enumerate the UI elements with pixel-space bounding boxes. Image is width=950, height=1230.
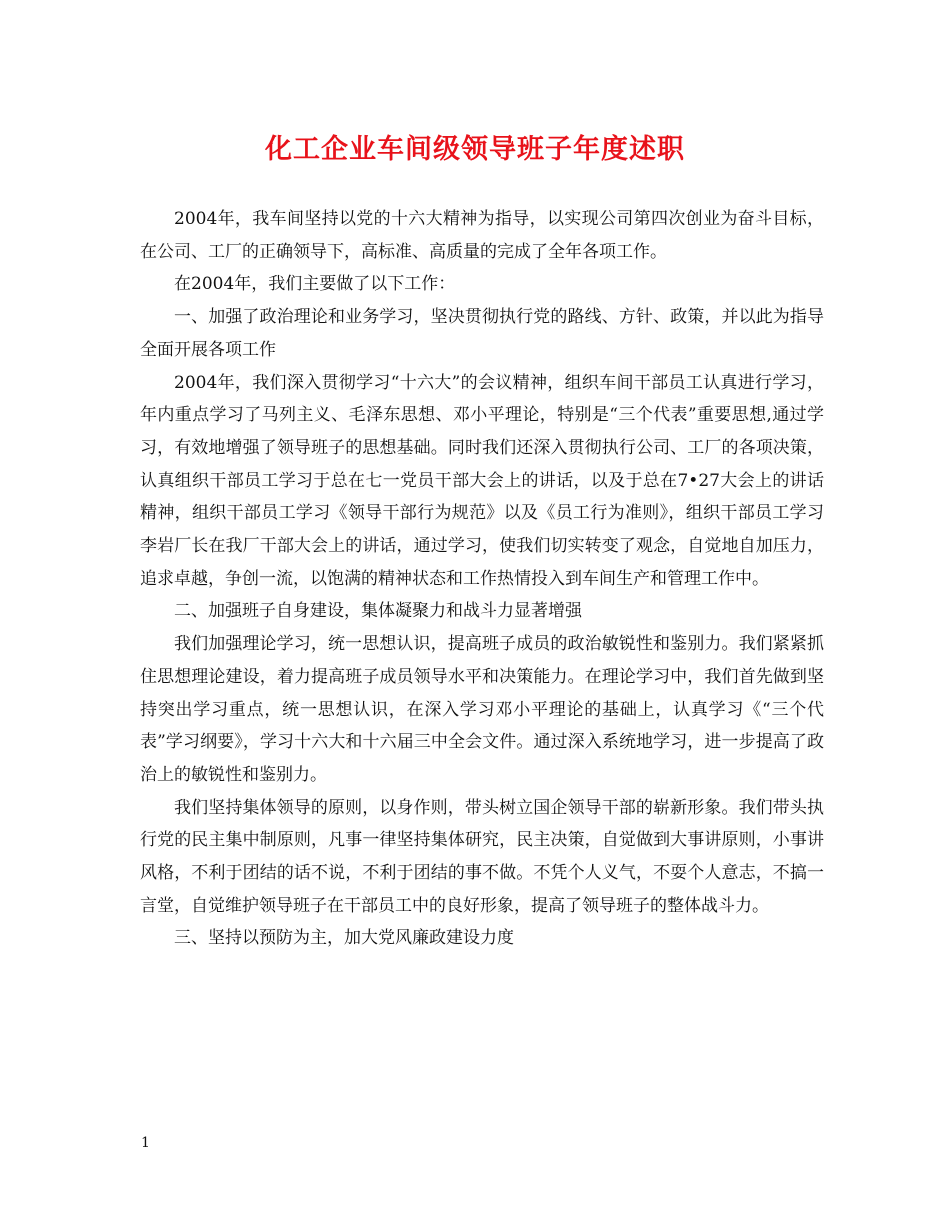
- section-heading-3: 三、坚持以预防为主，加大党风廉政建设力度: [174, 928, 514, 949]
- document-body: [140, 203, 824, 955]
- section-heading-1: 一、加强了政治理论和业务学习，坚决贯彻执行党的路线、方针、政策，并以此为指导全面开展各项工作: [140, 307, 824, 360]
- paragraph-study: 2004年，我们深入贯彻学习“十六大”的会议精神，组织车间干部员工认真进行学习，年内重点学习了马列主义、毛泽东思想、邓小平理论，特别是“三个代表”重要思想,通过学习，有效地增强了领导班子的思想基础。同时我们还深入贯彻执行公司、工厂的各项决策，认真组织干部员工学习于总在七一党员干部大会上的讲话，以及于总在7•27大会上的讲话精神，组织干部员工学习《领导干部行为规范》以及《员工行为准则》，组织干部员工学习李岩厂长在我厂干部大会上的讲话，通过学习，使我们切实转变了观念，自觉地自加压力，追求卓越，争创一流，以饱满的精神状态和工作热情投入到车间生产和管理工作中。: [140, 372, 824, 589]
- document-title: 化工企业车间级领导班子年度述职: [265, 134, 685, 165]
- paragraph-intro: 2004年，我车间坚持以党的十六大精神为指导，以实现公司第四次创业为奋斗目标，在公司、工厂的正确领导下，高标准、高质量的完成了全年各项工作。: [140, 209, 824, 262]
- paragraph-work-summary: 在2004年，我们主要做了以下工作：: [174, 274, 456, 295]
- section-heading-2: 二、加强班子自身建设，集体凝聚力和战斗力显著增强: [174, 601, 582, 622]
- page-number: 1: [141, 1135, 150, 1151]
- paragraph-collective-leadership: 我们坚持集体领导的原则，以身作则，带头树立国企领导干部的崭新形象。我们带头执行党的民主集中制原则，凡事一律坚持集体研究，民主决策，自觉做到大事讲原则，小事讲风格，不利于团结的话不说，不利于团结的事不做。不凭个人义气，不耍个人意志，不搞一言堂，自觉维护领导班子在干部员工中的良好形象，提高了领导班子的整体战斗力。: [140, 797, 824, 916]
- paragraph-theory: 我们加强理论学习，统一思想认识，提高班子成员的政治敏锐性和鉴别力。我们紧紧抓住思想理论建设，着力提高班子成员领导水平和决策能力。在理论学习中，我们首先做到坚持突出学习重点，统一思想认识，在深入学习邓小平理论的基础上，认真学习《“三个代表”学习纲要》，学习十六大和十六届三中全会文件。通过深入系统地学习，进一步提高了政治上的敏锐性和鉴别力。: [140, 634, 824, 785]
